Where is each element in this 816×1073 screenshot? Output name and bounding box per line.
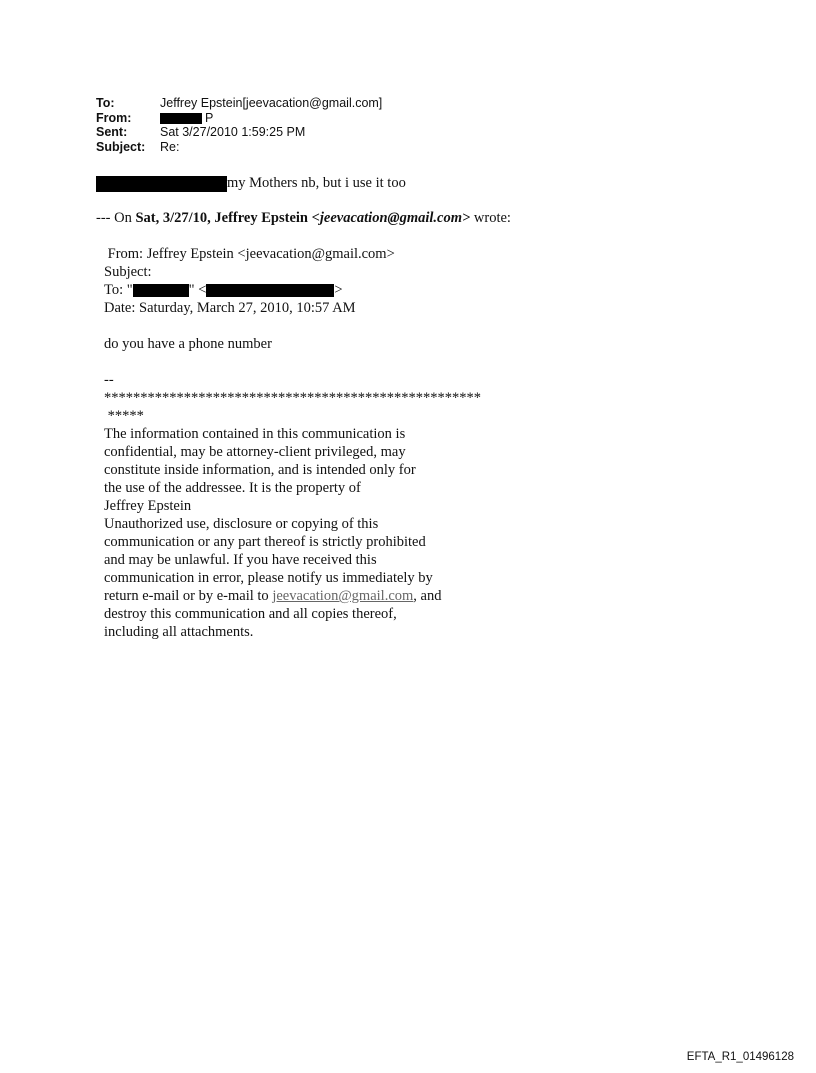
disclaimer-line: constitute inside information, and is intended only for bbox=[104, 462, 416, 478]
disclaimer-line: the use of the addressee. It is the property of bbox=[104, 480, 361, 496]
return-suffix: , and bbox=[413, 588, 442, 604]
quoted-to bbox=[104, 281, 511, 299]
signature-dash: -- bbox=[104, 372, 114, 388]
from-label: From: bbox=[96, 110, 132, 125]
subject-value: Re: bbox=[160, 139, 180, 154]
quoted-from: From: Jeffrey Epstein <jeevacation@gmail.com> bbox=[104, 246, 395, 262]
disclaimer bbox=[104, 425, 511, 641]
subject-row bbox=[96, 140, 382, 155]
quoted-message bbox=[104, 245, 511, 641]
quote-prefix: --- On bbox=[96, 210, 136, 226]
redaction-bar bbox=[160, 113, 202, 124]
disclaimer-line: including all attachments. bbox=[104, 624, 254, 640]
disclaimer-line: Jeffrey Epstein bbox=[104, 498, 192, 514]
subject-label: Subject: bbox=[96, 139, 146, 154]
document-id: EFTA_R1_01496128 bbox=[686, 1051, 794, 1063]
stars-short: ***** bbox=[104, 408, 144, 424]
from-value-wrap bbox=[160, 111, 213, 126]
redaction-bar bbox=[206, 284, 334, 297]
quoted-to-prefix: To: " bbox=[104, 282, 133, 298]
sent-row bbox=[96, 125, 382, 140]
disclaimer-return-line bbox=[104, 587, 511, 605]
to-row bbox=[96, 96, 382, 111]
to-value: Jeffrey Epstein[jeevacation@gmail.com] bbox=[160, 96, 383, 110]
reply-text: my Mothers nb, but i use it too bbox=[227, 175, 406, 191]
sent-value: Sat 3/27/2010 1:59:25 PM bbox=[160, 125, 306, 139]
redaction-bar bbox=[96, 176, 227, 192]
quote-email: <jeevacation@gmail.com> bbox=[311, 210, 471, 226]
quoted-date: Date: Saturday, March 27, 2010, 10:57 AM bbox=[104, 300, 356, 316]
disclaimer-line: and may be unlawful. If you have received this bbox=[104, 552, 377, 568]
disclaimer-line: The information contained in this communication is bbox=[104, 426, 406, 442]
quote-suffix: wrote: bbox=[470, 210, 511, 226]
quoted-to-mid: " < bbox=[188, 282, 207, 298]
disclaimer-line: Unauthorized use, disclosure or copying of this bbox=[104, 516, 379, 532]
quoted-to-suffix: > bbox=[334, 282, 343, 298]
to-label: To: bbox=[96, 96, 115, 110]
stars-long: **************************************************** bbox=[104, 390, 481, 406]
disclaimer-line: destroy this communication and all copies thereof, bbox=[104, 606, 397, 622]
quote-header bbox=[96, 209, 511, 227]
disclaimer-line: communication in error, please notify us immediately by bbox=[104, 570, 433, 586]
email-link[interactable]: jeevacation@gmail.com bbox=[272, 588, 414, 604]
redaction-bar bbox=[133, 284, 189, 297]
return-prefix: return e-mail or by e-mail to bbox=[104, 588, 273, 604]
quoted-subject: Subject: bbox=[104, 264, 152, 280]
sent-label: Sent: bbox=[96, 125, 128, 139]
reply-line bbox=[96, 174, 511, 192]
email-header bbox=[96, 96, 382, 154]
disclaimer-line: confidential, may be attorney-client privileged, may bbox=[104, 444, 406, 460]
quote-date: Sat, 3/27/10, Jeffrey Epstein bbox=[135, 210, 312, 226]
disclaimer-line: communication or any part thereof is strictly prohibited bbox=[104, 534, 426, 550]
from-value: P bbox=[205, 110, 214, 125]
from-row bbox=[96, 111, 382, 126]
quoted-message-text: do you have a phone number bbox=[104, 336, 272, 352]
email-body bbox=[96, 174, 511, 641]
